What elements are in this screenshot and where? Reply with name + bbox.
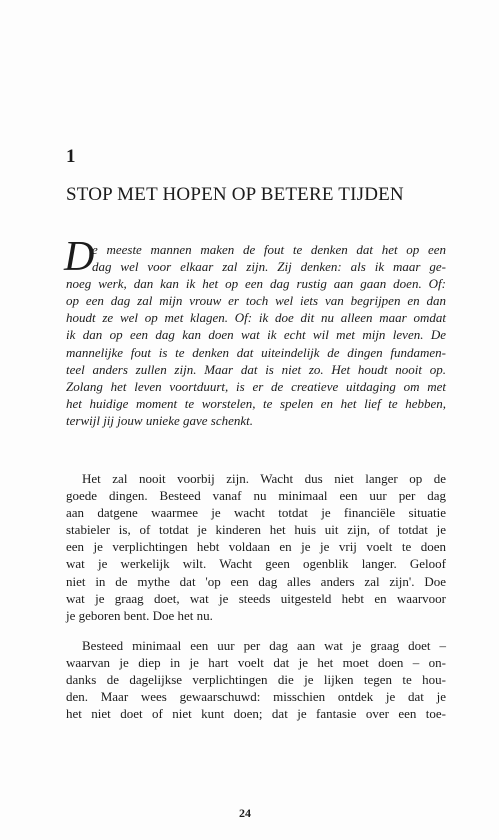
text-line: Het zal nooit voorbij zijn. Wacht dus niet langer op de	[82, 471, 446, 486]
text-line: wat je werkelijk wilt. Wacht geen ogenblik langer. Geloof	[66, 556, 446, 572]
text-line: noeg werk, dan kan ik het op een dag rustig aan gaan doen. Of:	[66, 276, 446, 292]
text-line: mannelijke fout is te denken dat uiteindelijk de dingen fundamen-	[66, 344, 446, 360]
text-line: e meeste mannen maken de fout te denken dat het op een	[92, 242, 446, 257]
text-line: dag wel voor elkaar zal zijn. Zij denken: als ik maar ge-	[92, 259, 446, 275]
text-line: het huidige moment te worstelen, te spelen en het lief te hebben,	[66, 395, 446, 411]
text-line: teel anders zullen zijn. Maar dat is niet zo. Het houdt nooit op.	[66, 361, 446, 377]
text-line: ik dan op een dag kan doen wat ik echt wil met mijn leven. De	[66, 327, 446, 343]
body-paragraph	[66, 637, 446, 722]
text-line: Besteed minimaal een uur per dag aan wat je graag doet –	[82, 638, 446, 653]
body-paragraph	[66, 470, 446, 624]
text-line: je geboren bent. Doe het nu.	[66, 607, 213, 623]
text-line: niet in de mythe dat 'op een dag alles anders zal zijn'. Doe	[66, 573, 446, 589]
text-line: aan datgene waarmee je wacht totdat je financiële situatie	[66, 505, 446, 521]
text-line: den. Maar wees gewaarschuwd: misschien ontdek je dat je	[66, 689, 446, 705]
text-line: danks de dagelijkse verplichtingen die je lijken tegen te hou-	[66, 672, 446, 688]
text-line: goede dingen. Besteed vanaf nu minimaal een uur per dag	[66, 488, 446, 504]
text-line: waarvan je diep in je hart voelt dat je het moet doen – on-	[66, 655, 446, 671]
intro-paragraph	[64, 234, 446, 429]
drop-cap: D	[64, 234, 95, 280]
text-line: het niet doet of niet kunt doen; dat je fantasie over een toe-	[66, 706, 446, 722]
text-line: stabieler is, of totdat je kinderen het huis uit zijn, of totdat je	[66, 522, 446, 538]
chapter-title: STOP MET HOPEN OP BETERE TIJDEN	[66, 184, 404, 205]
text-line: Zolang het leven voortduurt, is er de creatieve uitdaging om met	[66, 378, 446, 394]
page-number: 24	[239, 806, 251, 820]
text-line: terwijl jij jouw unieke gave schenkt.	[66, 412, 254, 428]
chapter-number: 1	[66, 146, 76, 167]
text-line: een je verplichtingen hebt voldaan en je je vrij voelt te doen	[66, 539, 446, 555]
text-line: houdt ze wel op met klagen. Of: ik doe dit nu alleen maar omdat	[66, 310, 446, 326]
text-line: op een dag zal mijn vrouw er toch wel iets van begrijpen en dan	[66, 293, 446, 309]
text-line: wat je graag doet, wat je steeds uitgesteld hebt en waarvoor	[66, 590, 446, 606]
